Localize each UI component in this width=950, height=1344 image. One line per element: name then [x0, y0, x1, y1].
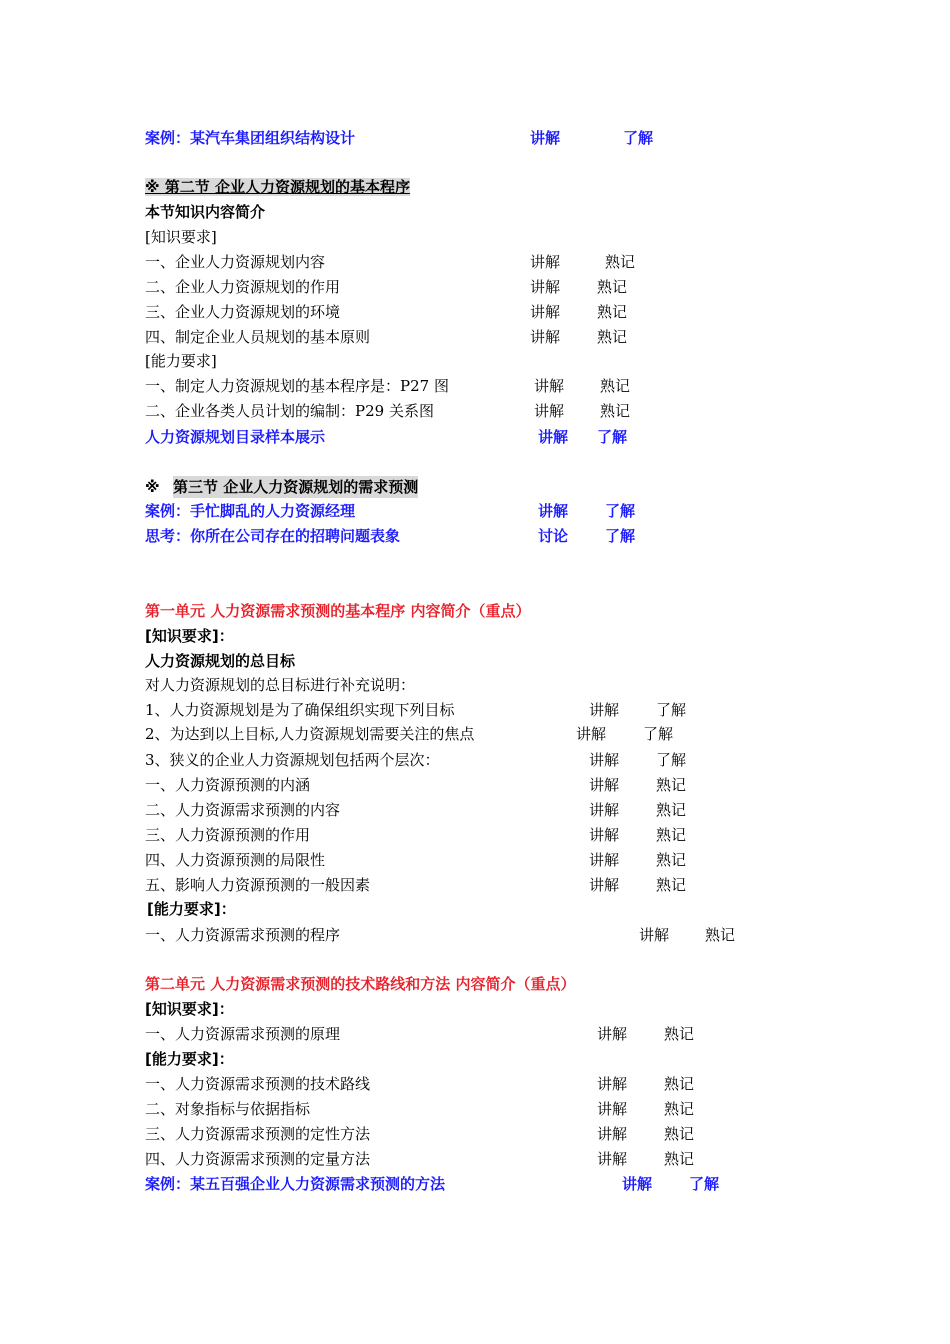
action-label: 讲解	[538, 502, 569, 520]
action-label: 讲解	[576, 725, 607, 743]
action-label: 讨论	[538, 527, 569, 545]
requirement-label	[145, 350, 217, 372]
action-label: 讲解	[597, 1150, 628, 1168]
line-text: 案例：某五百强企业人力资源需求预测的方法	[145, 1175, 446, 1193]
line-text: 二、对象指标与依据指标	[145, 1100, 311, 1118]
level-label: 了解	[643, 725, 674, 743]
level-label: 了解	[656, 751, 687, 769]
action-label: 讲解	[589, 701, 620, 719]
action-label: 讲解	[589, 876, 620, 894]
line-text: 一、人力资源需求预测的原理	[145, 1025, 341, 1043]
level-label: 熟记	[664, 1025, 695, 1043]
line-text: 一、人力资源预测的内涵	[145, 776, 311, 794]
list-item	[145, 799, 687, 821]
requirement-label	[145, 226, 217, 248]
subheading	[145, 650, 295, 672]
paragraph	[145, 674, 415, 696]
reference-mark: ※	[145, 478, 160, 496]
list-item	[145, 1023, 695, 1045]
line-text: ※ 第二节 企业人力资源规划的基本程序	[145, 178, 411, 196]
unit-heading	[145, 973, 575, 995]
list-item	[145, 749, 687, 771]
action-label: 讲解	[597, 1025, 628, 1043]
list-item	[145, 375, 631, 397]
requirement-label	[145, 1048, 234, 1070]
list-item	[145, 1098, 695, 1120]
list-item	[145, 1073, 695, 1095]
list-item	[145, 924, 736, 946]
action-label: 讲解	[639, 926, 670, 944]
level-label: 了解	[605, 502, 636, 520]
section-heading	[145, 176, 410, 198]
level-label: 熟记	[597, 328, 628, 346]
sample-line	[145, 426, 628, 448]
action-label: 讲解	[597, 1075, 628, 1093]
level-label: 熟记	[664, 1150, 695, 1168]
action-label: 讲解	[622, 1175, 653, 1193]
list-item	[145, 1123, 695, 1145]
line-text: [能力要求]：	[145, 1050, 234, 1068]
list-item	[145, 251, 636, 273]
requirement-label	[145, 998, 234, 1020]
action-label: 讲解	[530, 253, 561, 271]
level-label: 熟记	[600, 402, 631, 420]
line-text: 一、企业人力资源规划内容	[145, 253, 326, 271]
level-label: 熟记	[656, 776, 687, 794]
line-text: 案例：手忙脚乱的人力资源经理	[145, 502, 356, 520]
level-label: 熟记	[656, 851, 687, 869]
level-label: 熟记	[664, 1125, 695, 1143]
level-label: 熟记	[600, 377, 631, 395]
line-text: 四、制定企业人员规划的基本原则	[145, 328, 371, 346]
line-text: 第一单元 人力资源需求预测的基本程序 内容简介（重点）	[145, 602, 531, 620]
level-label: 熟记	[597, 278, 628, 296]
line-text: 二、人力资源需求预测的内容	[145, 801, 341, 819]
requirement-label	[145, 625, 234, 647]
action-label: 讲解	[534, 402, 565, 420]
action-label: 讲解	[530, 328, 561, 346]
line-text: 第三节 企业人力资源规划的需求预测	[173, 478, 419, 496]
list-item	[145, 400, 631, 422]
list-item	[145, 824, 687, 846]
level-label: 熟记	[705, 926, 736, 944]
level-label: 熟记	[664, 1075, 695, 1093]
line-text: 三、企业人力资源规划的环境	[145, 303, 341, 321]
action-label: 讲解	[589, 826, 620, 844]
level-label: 了解	[623, 129, 654, 147]
action-label: 讲解	[589, 751, 620, 769]
level-label: 熟记	[597, 303, 628, 321]
action-label: 讲解	[589, 801, 620, 819]
requirement-label	[147, 898, 236, 920]
line-text: [能力要求]	[145, 352, 217, 370]
level-label: 熟记	[664, 1100, 695, 1118]
section-heading	[145, 476, 419, 498]
line-text: 三、人力资源预测的作用	[145, 826, 311, 844]
line-text: 思考：你所在公司存在的招聘问题表象	[145, 527, 401, 545]
line-text: 二、企业各类人员计划的编制：P29 关系图	[145, 402, 434, 420]
line-text: 人力资源规划目录样本展示	[145, 428, 326, 446]
action-label: 讲解	[530, 278, 561, 296]
line-text: 一、人力资源需求预测的技术路线	[145, 1075, 371, 1093]
level-label: 了解	[656, 701, 687, 719]
level-label: 熟记	[656, 826, 687, 844]
list-item	[145, 849, 687, 871]
line-text: 2、为达到以上目标,人力资源规划需要关注的焦点	[145, 725, 475, 743]
think-line	[145, 525, 636, 547]
line-text: [知识要求]：	[145, 627, 234, 645]
level-label: 了解	[689, 1175, 720, 1193]
line-text: 一、制定人力资源规划的基本程序是：P27 图	[145, 377, 449, 395]
list-item	[145, 1148, 695, 1170]
line-text: 一、人力资源需求预测的程序	[145, 926, 341, 944]
line-text: 人力资源规划的总目标	[145, 652, 296, 670]
line-text: [能力要求]：	[147, 900, 236, 918]
case-line	[145, 127, 654, 149]
line-text: [知识要求]：	[145, 1000, 234, 1018]
level-label: 了解	[605, 527, 636, 545]
subheading	[145, 201, 265, 223]
action-label: 讲解	[597, 1100, 628, 1118]
level-label: 熟记	[605, 253, 636, 271]
line-text: 二、企业人力资源规划的作用	[145, 278, 341, 296]
list-item	[145, 774, 687, 796]
list-item	[145, 723, 674, 745]
level-label: 熟记	[656, 876, 687, 894]
level-label: 熟记	[656, 801, 687, 819]
action-label: 讲解	[530, 129, 561, 147]
action-label: 讲解	[589, 776, 620, 794]
list-item	[145, 301, 628, 323]
line-text: 3、狭义的企业人力资源规划包括两个层次：	[145, 751, 440, 769]
action-label: 讲解	[589, 851, 620, 869]
line-text: 四、人力资源预测的局限性	[145, 851, 326, 869]
action-label: 讲解	[597, 1125, 628, 1143]
line-text: 四、人力资源需求预测的定量方法	[145, 1150, 371, 1168]
line-text: 五、影响人力资源预测的一般因素	[145, 876, 371, 894]
list-item	[145, 874, 687, 896]
line-text: 1、人力资源规划是为了确保组织实现下列目标	[145, 701, 455, 719]
list-item	[145, 699, 687, 721]
line-text: 案例：某汽车集团组织结构设计	[145, 129, 356, 147]
line-text: 本节知识内容简介	[145, 203, 266, 221]
action-label: 讲解	[538, 428, 569, 446]
action-label: 讲解	[534, 377, 565, 395]
level-label: 了解	[597, 428, 628, 446]
list-item	[145, 326, 628, 348]
action-label: 讲解	[530, 303, 561, 321]
line-text: 第二单元 人力资源需求预测的技术路线和方法 内容简介（重点）	[145, 975, 576, 993]
case-line	[145, 500, 636, 522]
list-item	[145, 276, 628, 298]
line-text: 三、人力资源需求预测的定性方法	[145, 1125, 371, 1143]
line-text: [知识要求]	[145, 228, 217, 246]
unit-heading	[145, 600, 530, 622]
case-line	[145, 1173, 720, 1195]
line-text: 对人力资源规划的总目标进行补充说明：	[145, 676, 416, 694]
